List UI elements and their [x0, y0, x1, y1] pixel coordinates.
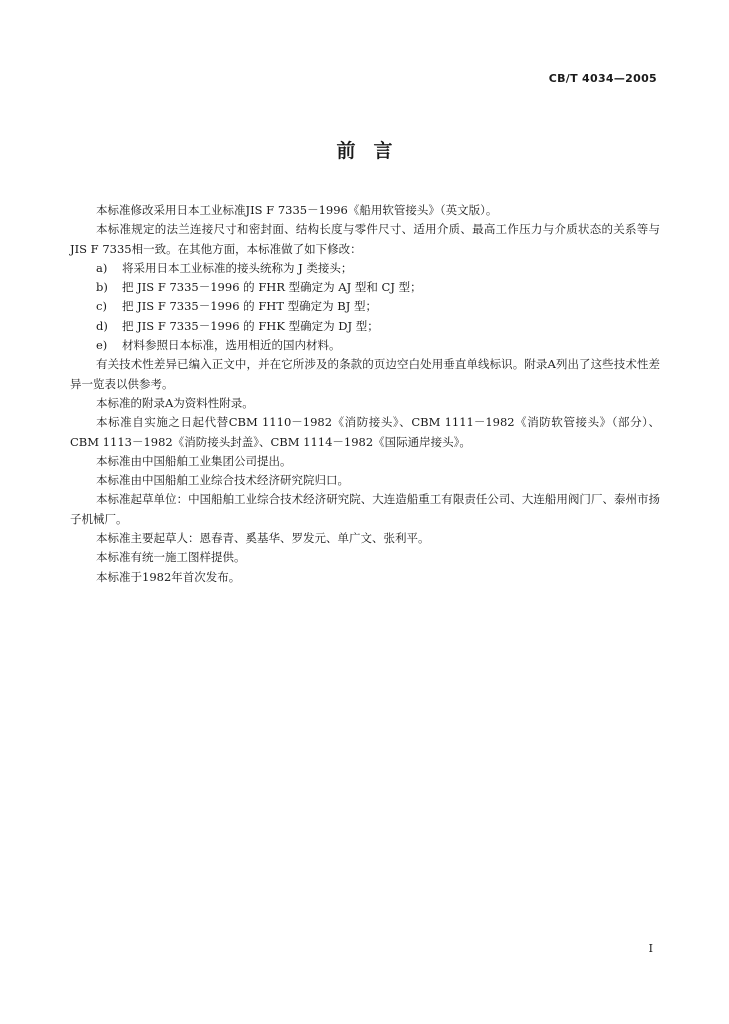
first-release-paragraph: 本标准于1982年首次发布。: [96, 569, 241, 584]
page-title: 前言: [336, 140, 411, 162]
standard-code: CB/T 4034—2005: [548, 72, 657, 85]
change-item-label: e): [96, 338, 108, 353]
change-item-c: [70, 297, 660, 316]
change-item-label: d): [96, 318, 108, 333]
change-item-text: 将采用日本工业标准的接头统称为 J 类接头；: [122, 260, 353, 275]
change-item-d: [70, 317, 660, 336]
appendix-note-paragraph: 本标准的附录A为资料性附录。: [96, 395, 254, 410]
replacement-paragraph: 本标准自实施之日起代替CBM 1110－1982《消防接头》、CBM 1111－1982《消防软管接头》（部分）、CBM 1113－1982《消防接头封盖》、CBM 1114－1982《国际通岸接头》。: [70, 415, 660, 449]
drafters-paragraph: 本标准主要起草人：恩春青、奚基华、罗发元、单广文、张利平。: [96, 531, 430, 546]
change-item-text: 把 JIS F 7335－1996 的 FHK 型确定为 DJ 型；: [122, 318, 379, 333]
change-item-text: 材料参照日本标准，选用相近的国内材料。: [122, 338, 341, 353]
change-item-label: c): [96, 299, 107, 314]
proposer-paragraph: 本标准由中国船舶工业集团公司提出。: [96, 453, 292, 468]
intro-paragraph-1: 本标准修改采用日本工业标准JIS F 7335－1996《船用软管接头》（英文版）。: [96, 203, 498, 217]
page-number: I: [648, 942, 653, 955]
drafting-units-paragraph: 本标准起草单位：中国船舶工业综合技术经济研究院、大连造船重工有限责任公司、大连船用阀门厂、泰州市扬子机械厂。: [70, 492, 660, 526]
centralized-unit-paragraph: 本标准由中国船舶工业综合技术经济研究院归口。: [96, 473, 349, 488]
change-item-label: b): [96, 280, 108, 295]
change-item-b: [70, 278, 660, 297]
foreword-body: [70, 201, 660, 587]
drawings-paragraph: 本标准有统一施工图样提供。: [96, 550, 246, 565]
change-item-a: [70, 259, 660, 278]
change-item-e: [70, 336, 660, 355]
change-item-label: a): [96, 260, 108, 275]
change-item-text: 把 JIS F 7335－1996 的 FHR 型确定为 AJ 型和 CJ 型；: [122, 280, 422, 295]
change-item-text: 把 JIS F 7335－1996 的 FHT 型确定为 BJ 型；: [122, 299, 378, 314]
technical-differences-paragraph: 有关技术性差异已编入正文中，并在它所涉及的条款的页边空白处用垂直单线标识。附录A列出了这些技术性差异一览表以供参考。: [70, 357, 660, 391]
intro-paragraph-2: 本标准规定的法兰连接尺寸和密封面、结构长度与零件尺寸、适用介质、最高工作压力与介质状态的关系等与JIS F 7335相一致。在其他方面，本标准做了如下修改：: [70, 222, 660, 256]
